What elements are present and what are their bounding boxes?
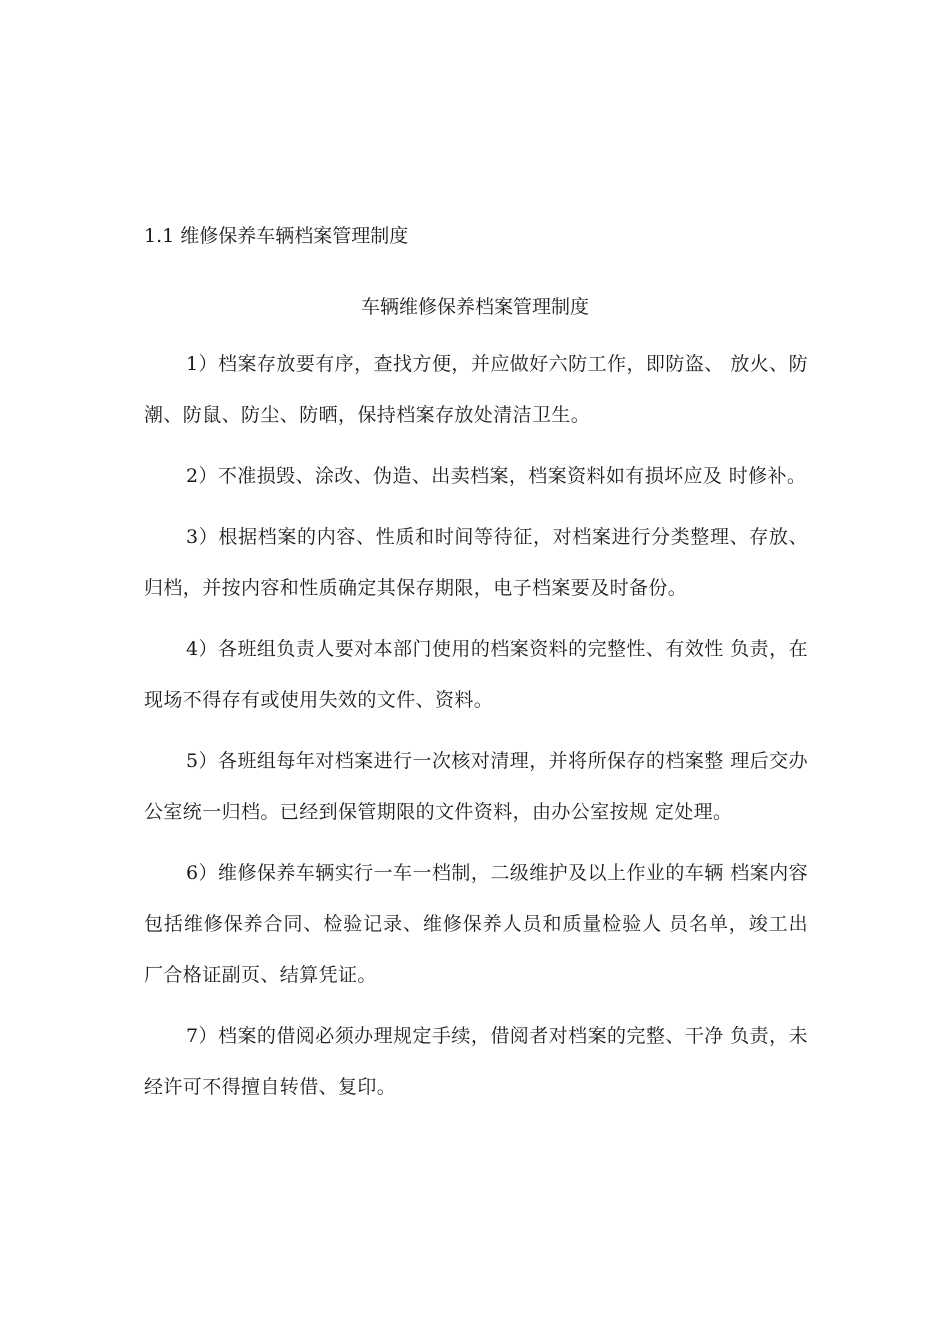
document-body (144, 339, 808, 1123)
paragraph-7: 7）档案的借阅必须办理规定手续，借阅者对档案的完整、干净 负责，未经许可不得擅自转借、复印。 (144, 1025, 808, 1098)
paragraph-3: 3）根据档案的内容、性质和时间等待征，对档案进行分类整理、存放、归档，并按内容和性质确定其保存期限，电子档案要及时备份。 (144, 526, 808, 599)
paragraph-2: 2）不准损毁、涂改、伪造、出卖档案，档案资料如有损坏应及 时修补。 (186, 465, 807, 487)
paragraph-5: 5）各班组每年对档案进行一次核对清理，并将所保存的档案整 理后交办公室统一归档。已经到保管期限的文件资料，由办公室按规 定处理。 (144, 750, 808, 823)
paragraph-1: 1）档案存放要有序，查找方便，并应做好六防工作，即防盗、 放火、防潮、防鼠、防尘、防晒，保持档案存放处清洁卫生。 (144, 353, 808, 426)
paragraph-6: 6）维修保养车辆实行一车一档制，二级维护及以上作业的车辆 档案内容包括维修保养合同、检验记录、维修保养人员和质量检验人 员名单，竣工出厂合格证副页、结算凭证。 (144, 862, 808, 986)
paragraph-4: 4）各班组负责人要对本部门使用的档案资料的完整性、有效性 负责，在现场不得存有或使用失效的文件、资料。 (144, 638, 808, 711)
section-heading: 1.1 维修保养车辆档案管理制度 (144, 225, 409, 247)
document-title: 车辆维修保养档案管理制度 (360, 296, 589, 318)
